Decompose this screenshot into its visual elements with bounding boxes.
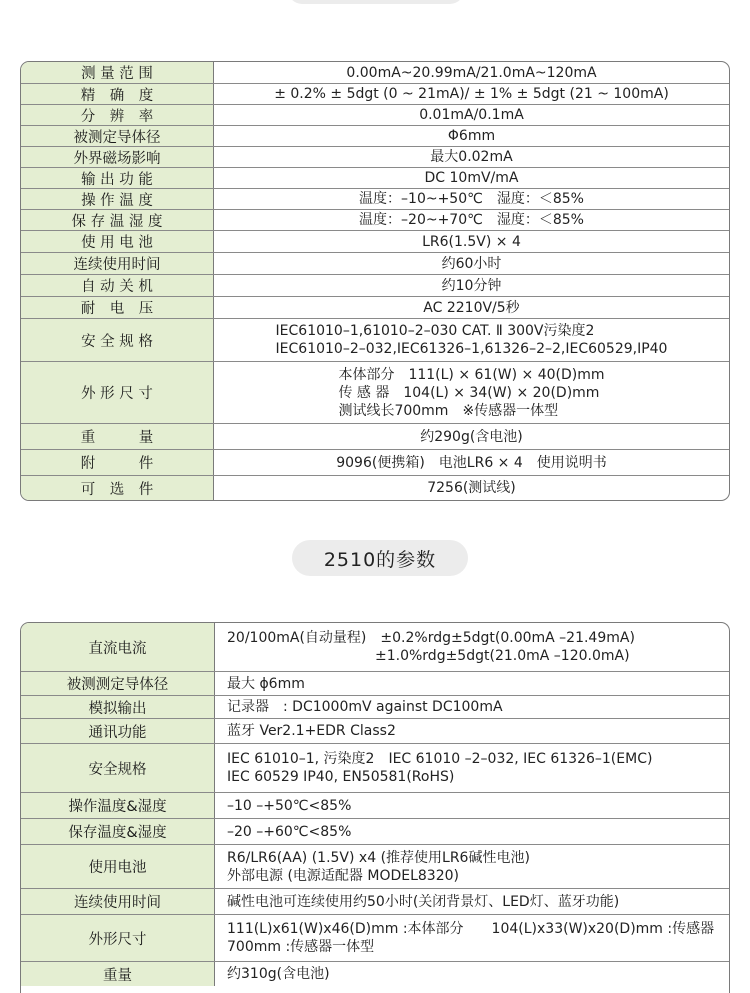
table-row [21, 914, 729, 961]
table-row [21, 423, 729, 449]
value-line: DC 10mV/mA [424, 170, 519, 186]
row-label: 安 全 规 格 [21, 319, 214, 361]
value-line: 0.00mA~20.99mA/21.0mA~120mA [346, 64, 597, 81]
row-value [214, 476, 729, 500]
row-label: 使 用 电 池 [21, 231, 214, 252]
table-row [21, 718, 729, 743]
value-line: 9096(便携箱) 电池LR6 × 4 使用说明书 [336, 454, 607, 471]
row-label: 输 出 功 能 [21, 168, 214, 188]
table-row [21, 209, 729, 230]
row-label: 外 形 尺 寸 [21, 362, 214, 423]
row-value [214, 62, 729, 83]
row-value [215, 696, 729, 718]
row-label: 耐 电 压 [21, 297, 214, 318]
table-row [21, 318, 729, 361]
top-section-tab [288, 0, 464, 4]
row-value [214, 319, 729, 361]
table-row [21, 104, 729, 125]
table-row [21, 125, 729, 146]
table-row [21, 695, 729, 718]
section-title: 2510的参数 [292, 540, 468, 576]
row-label: 保存温度&湿度 [21, 819, 215, 844]
value-line: IEC61010–2–032,IEC61326–1,61326–2–2,IEC60529,IP40 [275, 341, 668, 357]
row-label: 连续使用时间 [21, 253, 214, 274]
value-line: R6/LR6(AA) (1.5V) x4 (推荐使用LR6碱性电池) [227, 849, 530, 866]
value-line: Φ6mm [447, 128, 496, 144]
value-line: 约10分钟 [441, 277, 502, 294]
table-row [21, 146, 729, 167]
value-line: 测试线长700mm ※传感器一体型 [338, 402, 559, 419]
row-value [214, 126, 729, 146]
value-line: ±1.0%rdg±5dgt(21.0mA –120.0mA) [375, 648, 630, 664]
value-line: 约60小时 [441, 255, 502, 272]
value-line: 蓝牙 Ver2.1+EDR Class2 [227, 723, 396, 739]
value-line: 温度：–10~+50℃ 湿度：＜85% [359, 191, 584, 207]
value-line: LR6(1.5V) × 4 [422, 233, 521, 250]
value-line: ± 0.2% ± 5dgt (0 ~ 21mA)/ ± 1% ± 5dgt (21 ~ 100mA) [274, 86, 669, 102]
row-value [215, 623, 729, 671]
table-row [21, 671, 729, 695]
row-value [214, 253, 729, 274]
table-row [21, 743, 729, 792]
row-label: 重量 [21, 962, 215, 986]
row-label: 直流电流 [21, 623, 215, 671]
table-row [21, 449, 729, 475]
row-label: 被测测定导体径 [21, 672, 215, 695]
row-value [214, 450, 729, 475]
row-label: 通讯功能 [21, 719, 215, 743]
row-value [214, 231, 729, 252]
table-row [21, 792, 729, 818]
row-value [214, 84, 729, 104]
table-row [21, 83, 729, 104]
value-line: 传 感 器 104(L) × 34(W) × 20(D)mm [338, 384, 600, 401]
row-label: 精 确 度 [21, 84, 214, 104]
value-line: 7256(测试线) [427, 480, 516, 496]
row-label: 连续使用时间 [21, 889, 215, 914]
row-value [214, 424, 729, 449]
value-line: IEC 61010–1, 污染度2 IEC 61010 –2–032, IEC 61326–1(EMC) [227, 751, 653, 767]
row-value [214, 147, 729, 167]
table-row [21, 623, 729, 671]
spec-table-1 [20, 61, 730, 501]
row-value [214, 105, 729, 125]
table-row [21, 475, 729, 500]
table-row [21, 844, 729, 888]
row-value [215, 744, 729, 792]
row-label: 保 存 温 湿 度 [21, 210, 214, 230]
value-line: IEC61010–1,61010–2–030 CAT. Ⅱ 300V污染度2 [275, 323, 595, 339]
table-row [21, 296, 729, 318]
value-line: 碱性电池可连续使用约50小时(关闭背景灯、LED灯、蓝牙功能) [227, 893, 620, 910]
row-value [215, 672, 729, 695]
value-line: 温度：–20~+70℃ 湿度：＜85% [359, 212, 584, 228]
value-line: 本体部分 111(L) × 61(W) × 40(D)mm [338, 366, 605, 383]
row-label: 安全规格 [21, 744, 215, 792]
row-value [215, 819, 729, 844]
row-value [214, 297, 729, 318]
row-label: 模拟输出 [21, 696, 215, 718]
table-row [21, 888, 729, 914]
row-value [214, 210, 729, 230]
value-line: 20/100mA(自动量程) ±0.2%rdg±5dgt(0.00mA –21.49mA) [227, 630, 635, 646]
table-row [21, 818, 729, 844]
value-line: 最大 ϕ6mm [227, 675, 305, 692]
table-row [21, 274, 729, 296]
value-line: 0.01mA/0.1mA [419, 107, 524, 123]
table-row [21, 62, 729, 83]
table-row [21, 230, 729, 252]
row-label: 重 量 [21, 424, 214, 449]
row-label: 外形尺寸 [21, 915, 215, 961]
row-label: 使用电池 [21, 845, 215, 888]
spec-table-2 [20, 622, 730, 993]
value-line: 外部电源 (电源适配器 MODEL8320) [227, 867, 459, 884]
value-line: AC 2210V/5秒 [423, 299, 520, 316]
value-line: 最大0.02mA [430, 149, 513, 165]
value-line: 111(L)x61(W)x46(D)mm :本体部分 104(L)x33(W)x20(D)mm :传感器 [227, 921, 715, 937]
value-line: 记录器 : DC1000mV against DC100mA [227, 699, 503, 715]
row-value [214, 189, 729, 209]
row-value [215, 962, 729, 986]
value-line: 约310g(含电池) [227, 966, 330, 982]
value-line: 700mm :传感器一体型 [227, 939, 375, 955]
row-label: 外界磁场影响 [21, 147, 214, 167]
row-value [215, 719, 729, 743]
row-value [214, 362, 729, 423]
row-value [215, 793, 729, 818]
row-label: 操作温度&湿度 [21, 793, 215, 818]
table-row [21, 961, 729, 986]
row-value [214, 168, 729, 188]
row-label: 测 量 范 围 [21, 62, 214, 83]
value-line: –10 –+50℃<85% [227, 797, 352, 814]
value-line: IEC 60529 IP40, EN50581(RoHS) [227, 769, 455, 785]
value-line: –20 –+60℃<85% [227, 823, 352, 840]
table-row [21, 188, 729, 209]
row-label: 被测定导体径 [21, 126, 214, 146]
table-row [21, 252, 729, 274]
row-label: 操 作 温 度 [21, 189, 214, 209]
row-value [215, 915, 729, 961]
row-value [215, 889, 729, 914]
row-label: 可 选 件 [21, 476, 214, 500]
row-label: 附 件 [21, 450, 214, 475]
value-line: 约290g(含电池) [420, 428, 523, 445]
table-row [21, 167, 729, 188]
table-row [21, 361, 729, 423]
row-value [214, 275, 729, 296]
row-label: 自 动 关 机 [21, 275, 214, 296]
row-label: 分 辨 率 [21, 105, 214, 125]
row-value [215, 845, 729, 888]
